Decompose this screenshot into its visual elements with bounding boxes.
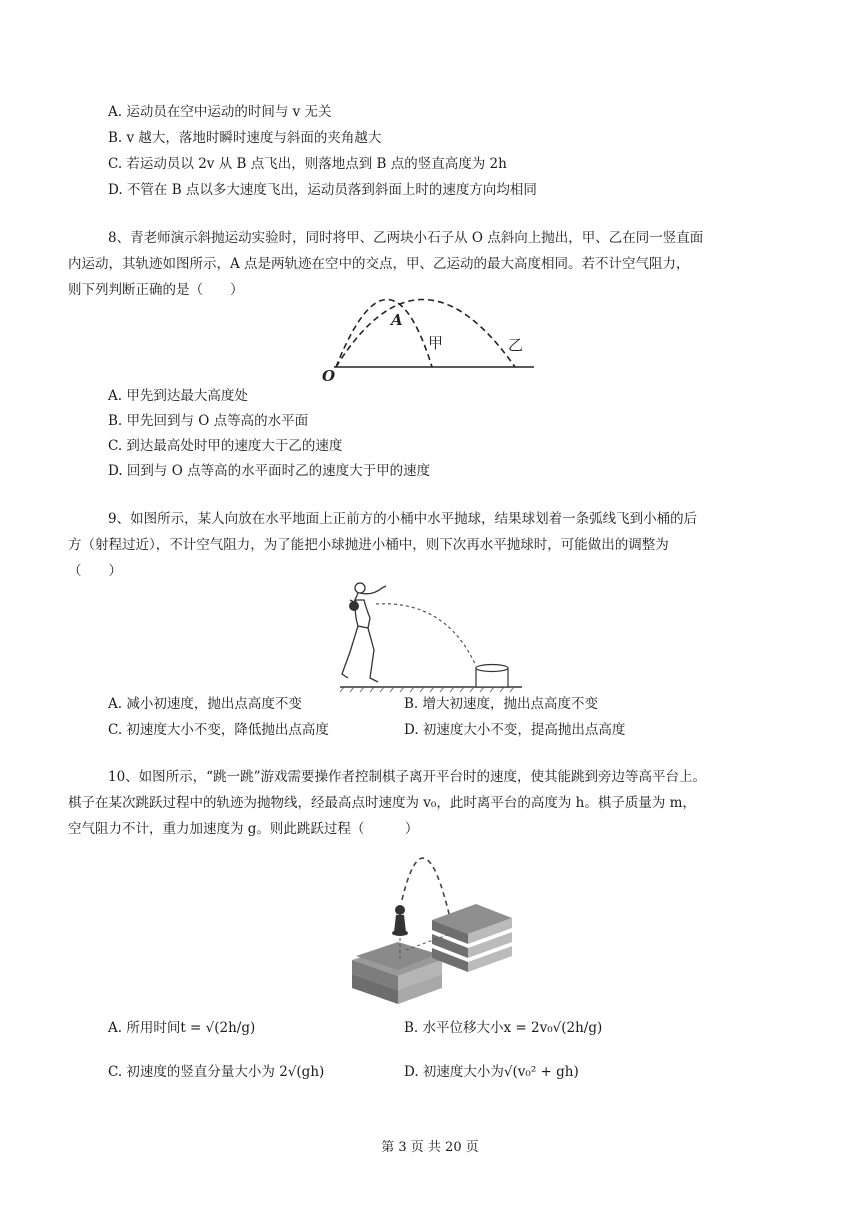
origin-label: O bbox=[322, 367, 336, 384]
q7-option-c: C. 若运动员以 2v 从 B 点飞出，则落地点到 B 点的竖直高度为 2h bbox=[108, 156, 507, 172]
chess-piece-icon bbox=[392, 905, 408, 936]
q8-option-a: A. 甲先到达最大高度处 bbox=[108, 388, 248, 404]
q8-stem-line-1: 8、青老师演示斜抛运动实验时，同时将甲、乙两块小石子从 O 点斜向上抛出，甲、乙在同一竖直面 bbox=[108, 230, 704, 246]
q9-option-c: C. 初速度大小不变，降低抛出点高度 bbox=[108, 722, 329, 738]
yi-label: 乙 bbox=[508, 336, 524, 354]
q10-jump-figure bbox=[346, 848, 516, 1008]
q9-stem-line-3: （ ） bbox=[68, 563, 122, 579]
thrower-figure bbox=[342, 583, 386, 682]
q8-option-b: B. 甲先回到与 O 点等高的水平面 bbox=[108, 413, 309, 429]
bucket-icon bbox=[476, 665, 508, 688]
q10-stem-line-3: 空气阻力不计，重力加速度为 g。则此跳跃过程（ ） bbox=[68, 821, 419, 837]
right-platform bbox=[432, 904, 512, 972]
left-platform bbox=[352, 942, 442, 1004]
q8-stem-line-2: 内运动，其轨迹如图所示，A 点是两轨迹在空中的交点，甲、乙运动的最大高度相同。若不计空气阻力， bbox=[68, 256, 690, 272]
page-footer: 第 3 页 共 20 页 bbox=[381, 1140, 479, 1155]
q8-stem-line-3: 则下列判断正确的是（ ） bbox=[68, 282, 244, 298]
jia-label: 甲 bbox=[428, 334, 444, 352]
ball-trajectory bbox=[376, 604, 476, 666]
jia-trajectory bbox=[336, 300, 432, 368]
q9-stem-line-2: 方（射程过近），不计空气阻力，为了能把小球抛进小桶中，则下次再水平抛球时，可能做出的调整为 bbox=[68, 537, 669, 553]
q10-option-a: A. 所用时间t = √(2h/g) bbox=[108, 1020, 256, 1036]
q10-option-c: C. 初速度的竖直分量大小为 2√(gh) bbox=[108, 1064, 325, 1080]
q7-option-a: A. 运动员在空中运动的时间与 v 无关 bbox=[108, 104, 332, 120]
q9-option-d: D. 初速度大小不变，提高抛出点高度 bbox=[404, 722, 626, 738]
q9-option-a: A. 减小初速度，抛出点高度不变 bbox=[108, 696, 302, 712]
ball-icon bbox=[349, 601, 359, 611]
q10-stem-line-2: 棋子在某次跳跃过程中的轨迹为抛物线，经最高点时速度为 v₀，此时离平台的高度为 h。棋子质量为 m， bbox=[68, 795, 696, 811]
q7-option-d: D. 不管在 B 点以多大速度飞出，运动员落到斜面上时的速度方向均相同 bbox=[108, 182, 537, 198]
q7-option-b: B. v 越大，落地时瞬时速度与斜面的夹角越大 bbox=[108, 130, 382, 146]
q8-option-d: D. 回到与 O 点等高的水平面时乙的速度大于甲的速度 bbox=[108, 463, 431, 479]
jump-trajectory bbox=[402, 858, 450, 918]
q9-stem-line-1: 9、如图所示，某人向放在水平地面上正前方的小桶中水平抛球，结果球划着一条弧线飞到小桶的后 bbox=[108, 511, 698, 527]
q8-option-c: C. 到达最高处时甲的速度大于乙的速度 bbox=[108, 438, 343, 454]
q10-stem-line-1: 10、如图所示，“跳一跳”游戏需要操作者控制棋子离开平台时的速度，使其能跳到旁边等高平台上。 bbox=[108, 769, 706, 785]
q10-option-d: D. 初速度大小为√(v₀² + gh) bbox=[404, 1064, 579, 1080]
q9-option-b: B. 增大初速度，抛出点高度不变 bbox=[404, 696, 599, 712]
q8-trajectory-figure bbox=[320, 292, 550, 384]
q9-throw-figure bbox=[336, 578, 526, 694]
q10-option-b: B. 水平位移大小x = 2v₀√(2h/g) bbox=[404, 1020, 603, 1036]
intersection-label: A bbox=[391, 311, 403, 329]
yi-trajectory bbox=[336, 300, 515, 368]
